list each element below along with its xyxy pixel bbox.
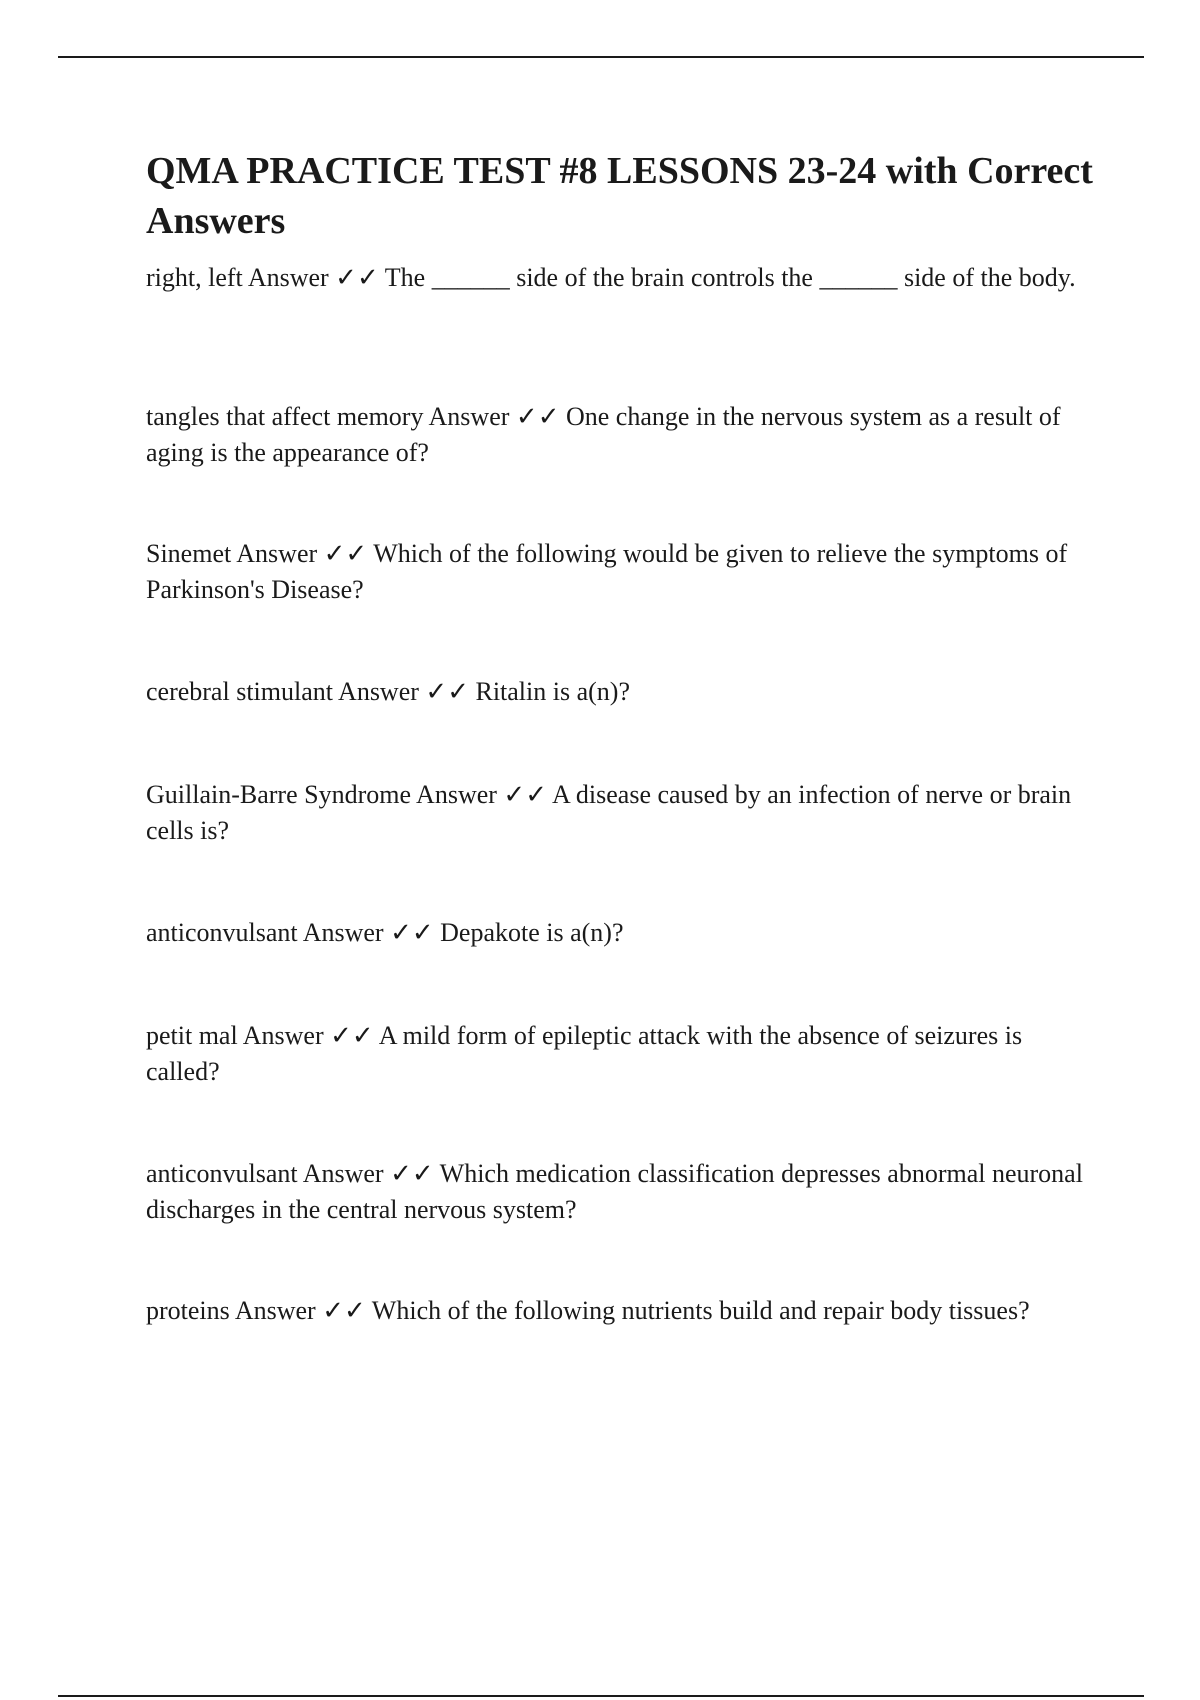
qa-item: Guillain-Barre Syndrome Answer ✓✓ A disease caused by an infection of nerve or brain cells is? xyxy=(146,780,1072,845)
document-title: QMA PRACTICE TEST #8 LESSONS 23-24 with Correct Answers xyxy=(146,150,1093,242)
qa-item: anticonvulsant Answer ✓✓ Which medication classification depresses abnormal neuronal discharges in the central nervous system? xyxy=(146,1159,1083,1224)
qa-item: cerebral stimulant Answer ✓✓ Ritalin is a(n)? xyxy=(146,677,630,706)
qa-item: proteins Answer ✓✓ Which of the following nutrients build and repair body tissues? xyxy=(146,1296,1030,1325)
qa-item: Sinemet Answer ✓✓ Which of the following would be given to relieve the symptoms of Parkinson's Disease? xyxy=(146,539,1068,604)
bottom-divider xyxy=(58,1695,1144,1697)
qa-item: anticonvulsant Answer ✓✓ Depakote is a(n)? xyxy=(146,918,624,947)
qa-item: tangles that affect memory Answer ✓✓ One change in the nervous system as a result of aging is the appearance of? xyxy=(146,402,1061,467)
qa-item: petit mal Answer ✓✓ A mild form of epileptic attack with the absence of seizures is called? xyxy=(146,1021,1023,1086)
qa-item: right, left Answer ✓✓ The ______ side of the brain controls the ______ side of the body. xyxy=(146,263,1076,292)
top-divider xyxy=(58,56,1144,58)
